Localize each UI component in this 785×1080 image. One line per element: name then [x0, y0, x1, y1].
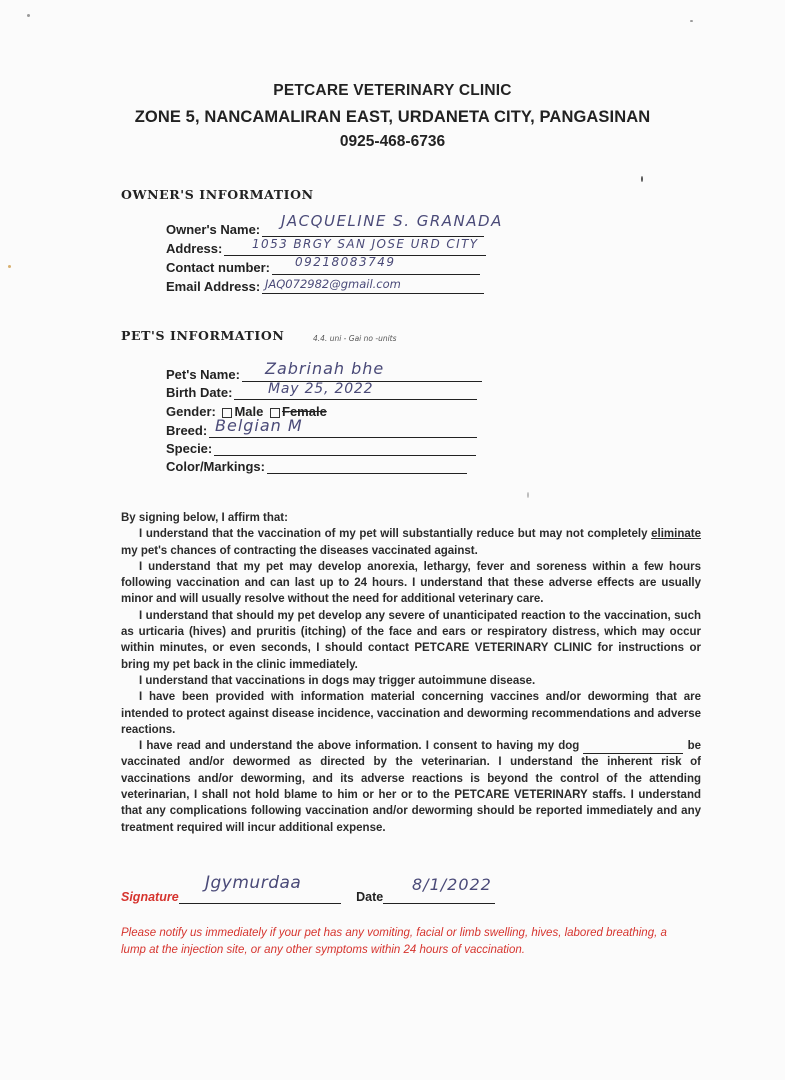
- consent-paragraph-2: I understand that my pet may develop anorexia, lethargy, fever and soreness within a few hours following vaccination and can last up to 24 hours. I understand that these adverse effects are usually minor and will usually resolve without the need for additional veterinary care.: [121, 560, 701, 606]
- signature-value: Jgymurdaa: [205, 873, 302, 893]
- post-vaccination-notice: Please notify us immediately if your pet has any vomiting, facial or limb swelling, hives, labored breathing, a lump at the injection site, or any other symptoms within 24 hours of vaccination.: [121, 927, 667, 956]
- owner-address-label: Address:: [166, 241, 223, 256]
- owner-name-label: Owner's Name:: [166, 222, 261, 237]
- owner-address-value: 1053 BRGY SAN JOSE URD CITY: [252, 237, 479, 251]
- pet-birth-value: May 25, 2022: [268, 381, 374, 397]
- consent-intro: By signing below, I affirm that:: [121, 512, 288, 524]
- owner-email-label: Email Address:: [166, 279, 261, 294]
- gender-male-label: Male: [234, 404, 264, 419]
- pet-color-label: Color/Markings:: [166, 459, 265, 474]
- pet-birth-label: Birth Date:: [166, 385, 233, 400]
- consent-paragraph-6: I have read and understand the above information. I consent to having my dog be vaccinated and/or dewormed as directed by the veterinarian. I understand the inherent risk of vaccinations and/or deworming, and its adverse reactions is beyond the control of the attending veterinarian, I shall not hold blame to him or her or to the PETCARE VETERINARY staffs. I understand that any complications following vaccination and/or deworming should be reported immediately and any treatment required will incur additional expense.: [121, 740, 701, 834]
- pet-specie-field: [166, 441, 476, 456]
- owner-email-value: JAQ072982@gmail.com: [265, 277, 401, 291]
- pet-color-field: [166, 459, 467, 474]
- owner-name-value: JACQUELINE S. GRANADA: [281, 212, 503, 230]
- scan-speck: [690, 20, 693, 22]
- pet-specie-line[interactable]: [214, 441, 476, 456]
- scan-speck: [8, 265, 11, 268]
- scan-speck: [27, 14, 30, 17]
- clinic-phone: 0925-468-6736: [339, 133, 446, 150]
- consent-paragraph-3: I understand that should my pet develop any severe of unanticipated reaction to the vaccination, such as urticaria (hives) and pruritis (itching) of the face and ears or respiratory distress, which may occur within minutes, or even seconds, I should contact PETCARE VETERINARY CLINIC for instructions or bring my pet back in the clinic immediately.: [121, 609, 701, 671]
- owner-section-title: OWNER'S INFORMATION: [121, 187, 314, 202]
- scan-speck: [641, 176, 643, 182]
- pet-specie-label: Specie:: [166, 441, 213, 456]
- clinic-address: ZONE 5, NANCAMALIRAN EAST, URDANETA CITY, PANGASINAN: [134, 108, 651, 126]
- pet-breed-label: Breed:: [166, 423, 208, 438]
- scan-speck: [527, 492, 529, 498]
- pet-breed-field: [166, 423, 477, 438]
- date-value: 8/1/2022: [412, 875, 492, 894]
- gender-female-label: Female: [282, 404, 327, 419]
- consent-paragraph-1: I understand that the vaccination of my pet will substantially reduce but may not completely eliminate my pet's chances of contracting the diseases vaccinated against.: [121, 528, 701, 557]
- consent-body: [121, 510, 701, 836]
- signature-label: Signature: [121, 890, 179, 904]
- pet-color-line[interactable]: [267, 459, 467, 474]
- pet-section-note: 4.4. uni - Gai no -units: [313, 334, 397, 343]
- pet-name-value: Zabrinah bhe: [265, 359, 385, 378]
- consent-paragraph-5: I have been provided with information material concerning vaccines and/or deworming that are intended to protect against disease incidence, vaccination and deworming recommendations and adverse reactions.: [121, 691, 701, 736]
- owner-contact-value: 09218083749: [295, 255, 396, 269]
- pet-name-label: Pet's Name:: [166, 367, 240, 382]
- date-label: Date: [356, 890, 384, 904]
- pet-section-title: PET'S INFORMATION: [121, 328, 285, 343]
- clinic-name: PETCARE VETERINARY CLINIC: [273, 82, 512, 99]
- dog-name-line[interactable]: [583, 740, 683, 754]
- owner-contact-label: Contact number:: [166, 260, 270, 275]
- consent-paragraph-4: I understand that vaccinations in dogs may trigger autoimmune disease.: [139, 674, 536, 687]
- pet-breed-value: Belgian M: [215, 416, 303, 435]
- pet-gender-label: Gender:: [166, 404, 216, 419]
